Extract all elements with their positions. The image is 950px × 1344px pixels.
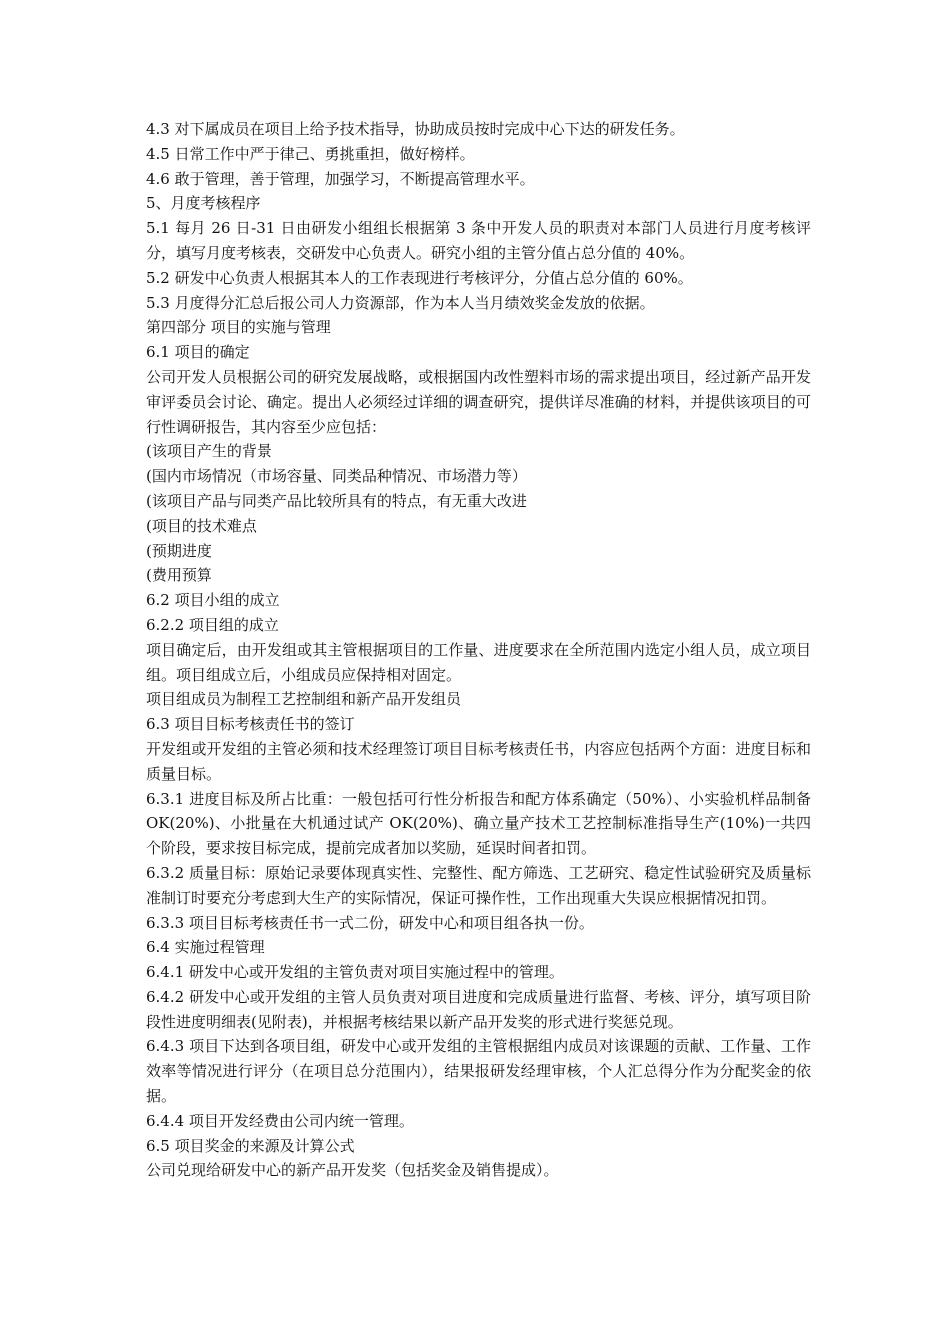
heading-6-3: 6.3 项目目标考核责任书的签订 <box>146 715 355 734</box>
para-6-4-3: 6.4.3 项目下达到各项目组，研发中心或开发组的主管根据组内成员对该课题的贡献、工作量、工作效率等情况进行评分（在项目总分范围内），结果报研发经理审核，个人汇总得分作为分配奖金的依据。 <box>146 1037 811 1106</box>
para-bonus-source: 公司兑现给研发中心的新产品开发奖（包括奖金及销售提成）。 <box>146 1161 559 1180</box>
heading-6-1: 6.1 项目的确定 <box>146 343 250 362</box>
para-6-3-3: 6.3.3 项目目标考核责任书一式二份，研发中心和项目组各执一份。 <box>146 913 594 932</box>
heading-6-4: 6.4 实施过程管理 <box>146 938 265 957</box>
list-item-background: (该项目产生的背景 <box>146 442 272 461</box>
para-team-setup: 项目确定后，由开发组或其主管根据项目的工作量、进度要求在全所范围内选定小组人员，成立项目组。项目组成立后，小组成员应保持相对固定。 <box>146 640 811 684</box>
para-project-proposal: 公司开发人员根据公司的研究发展战略，或根据国内改性塑料市场的需求提出项目，经过新产品开发审评委员会讨论、确定。提出人必须经过详细的调查研究，提供详尽准确的材料，并提供该项目的可行性调研报告，其内容至少应包括： <box>146 367 811 436</box>
para-6-3-1: 6.3.1 进度目标及所占比重：一般包括可行性分析报告和配方体系确定（50%）、小实验机样品制备 OK(20%)、小批量在大机通过试产 OK(20%)、确立量产技术工艺控制标准指导生产(10%)一共四个阶段，要求按目标完成，提前完成者加以奖励，延误时间者扣罚。 <box>146 789 811 858</box>
list-item-budget: (费用预算 <box>146 566 212 585</box>
para-4-3: 4.3 对下属成员在项目上给予技术指导，协助成员按时完成中心下达的研发任务。 <box>146 120 685 138</box>
para-responsibility-contract: 开发组或开发组的主管必须和技术经理签订项目目标考核责任书，内容应包括两个方面：进度目标和质量目标。 <box>146 739 811 783</box>
para-5-1: 5.1 每月 26 日-31 日由研发小组组长根据第 3 条中开发人员的职责对本部门人员进行月度考核评分，填写月度考核表，交研发中心负责人。研究小组的主管分值占总分值的 40%。 <box>146 219 811 262</box>
list-item-features: (该项目产品与同类产品比较所具有的特点，有无重大改进 <box>146 491 527 510</box>
heading-6-2-2: 6.2.2 项目组的成立 <box>146 615 279 634</box>
list-item-difficulties: (项目的技术难点 <box>146 516 257 535</box>
para-5-2: 5.2 研发中心负责人根据其本人的工作表现进行考核评分，分值占总分值的 60%。 <box>146 268 693 287</box>
list-item-market: (国内市场情况（市场容量、同类品种情况、市场潜力等） <box>146 467 527 486</box>
section-heading-5: 5、月度考核程序 <box>146 194 261 213</box>
para-6-4-2: 6.4.2 研发中心或开发组的主管人员负责对项目进度和完成质量进行监督、考核、评分，填写项目阶段性进度明细表(见附表)，并根据考核结果以新产品开发奖的形式进行奖惩兑现。 <box>146 987 811 1031</box>
para-team-members: 项目组成员为制程工艺控制组和新产品开发组员 <box>146 690 462 709</box>
para-4-5: 4.5 日常工作中严于律己、勇挑重担，做好榜样。 <box>146 144 475 163</box>
heading-6-2: 6.2 项目小组的成立 <box>146 591 280 610</box>
document-body <box>146 117 811 1183</box>
para-6-4-1: 6.4.1 研发中心或开发组的主管负责对项目实施过程中的管理。 <box>146 963 564 982</box>
para-6-3-2: 6.3.2 质量目标：原始记录要体现真实性、完整性、配方筛选、工艺研究、稳定性试验研究及质量标准制订时要充分考虑到大生产的实际情况，保证可操作性，工作出现重大失误应根据情况扣罚。 <box>146 863 811 907</box>
heading-6-5: 6.5 项目奖金的来源及计算公式 <box>146 1136 355 1155</box>
list-item-schedule: (预期进度 <box>146 541 212 560</box>
para-5-3: 5.3 月度得分汇总后报公司人力资源部，作为本人当月绩效奖金发放的依据。 <box>146 293 655 312</box>
para-4-6: 4.6 敢于管理，善于管理，加强学习，不断提高管理水平。 <box>146 169 535 188</box>
para-6-4-4: 6.4.4 项目开发经费由公司内统一管理。 <box>146 1111 414 1130</box>
part-four-heading: 第四部分 项目的实施与管理 <box>146 318 331 337</box>
